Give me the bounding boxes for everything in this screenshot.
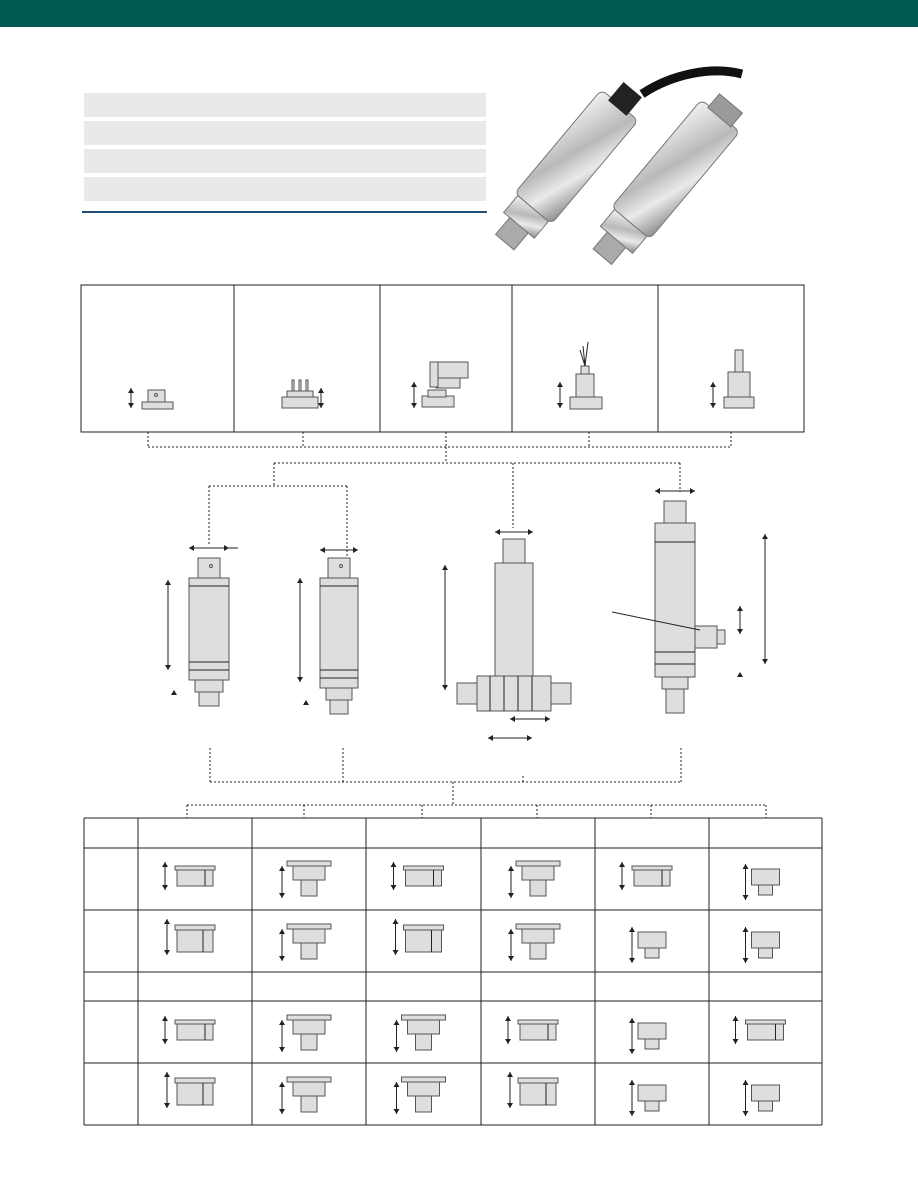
dimension-arrow — [629, 1111, 635, 1116]
dimension-arrow — [318, 403, 324, 408]
port-fitting — [619, 862, 672, 890]
housing-variant — [442, 529, 571, 741]
part — [746, 1020, 786, 1024]
part — [752, 1085, 780, 1101]
part — [142, 402, 173, 409]
dimension-arrow — [279, 929, 285, 934]
part — [175, 866, 215, 870]
dimension-arrow — [557, 382, 563, 387]
part — [735, 350, 743, 372]
part — [404, 925, 444, 930]
part — [402, 1077, 446, 1082]
part — [177, 930, 213, 952]
dimension-arrow — [171, 690, 177, 695]
dimension-arrow — [164, 1072, 170, 1077]
part — [406, 870, 442, 886]
part — [175, 1020, 215, 1024]
dimension-arrow — [743, 1111, 749, 1116]
housing-variant — [297, 547, 358, 714]
part — [581, 366, 589, 374]
dimension-arrow — [710, 382, 716, 387]
dimension-arrow — [394, 1020, 400, 1025]
part — [759, 885, 773, 895]
connector-cap — [328, 558, 350, 578]
port-fitting — [279, 924, 331, 961]
port-fitting — [394, 1015, 446, 1052]
part — [724, 397, 754, 408]
dimension-arrow — [393, 950, 399, 955]
part — [645, 1101, 659, 1111]
dimension-arrow — [442, 565, 448, 570]
dimension-arrow — [690, 488, 695, 494]
dimension-arrow — [128, 388, 134, 393]
dimension-arrow — [508, 956, 514, 961]
thread-port — [199, 692, 219, 706]
part — [293, 1082, 325, 1096]
dimension-arrow — [528, 529, 533, 535]
part — [287, 1077, 331, 1082]
part — [292, 380, 294, 391]
part — [520, 1024, 556, 1040]
dimension-arrow — [743, 927, 749, 932]
dimension-arrow — [162, 885, 168, 890]
part — [293, 1020, 325, 1034]
part — [175, 1078, 215, 1083]
port-fitting — [733, 1016, 786, 1044]
port — [457, 683, 477, 704]
part — [299, 380, 301, 391]
port-fitting — [743, 1080, 780, 1116]
dimension-arrow — [164, 1103, 170, 1108]
part — [408, 1020, 440, 1034]
port-fitting — [743, 864, 780, 900]
part — [570, 397, 602, 409]
part — [634, 870, 670, 886]
housing-body — [320, 578, 358, 688]
connector-option — [282, 380, 324, 408]
dimension-arrow — [297, 677, 303, 682]
dimension-arrow — [411, 382, 417, 387]
dimension-arrow — [353, 547, 358, 553]
dimension-arrow — [629, 1080, 635, 1085]
port-fitting — [629, 1018, 666, 1054]
part — [645, 948, 659, 958]
dimension-arrow — [545, 716, 550, 722]
thread-port — [330, 700, 348, 714]
port-fitting — [508, 924, 560, 961]
part — [177, 870, 213, 886]
thread-port — [666, 689, 684, 713]
dimension-arrow — [297, 578, 303, 583]
part — [530, 943, 546, 959]
part — [301, 943, 317, 959]
part — [404, 866, 444, 870]
dimension-arrow — [279, 1047, 285, 1052]
part — [287, 1015, 331, 1020]
housing-variant — [612, 488, 768, 713]
part — [406, 930, 442, 952]
dimension-arrow — [737, 606, 743, 611]
port — [551, 683, 571, 704]
dimension-arrow — [189, 545, 194, 551]
part — [287, 861, 331, 866]
part — [408, 1082, 440, 1096]
dimension-arrow — [162, 1016, 168, 1021]
part — [759, 1101, 773, 1111]
dimension-arrow — [495, 529, 500, 535]
dimension-arrow — [162, 1039, 168, 1044]
port-fitting — [507, 1072, 558, 1108]
dimension-arrow — [655, 488, 660, 494]
dimension-arrow — [619, 885, 625, 890]
dimension-arrow — [743, 895, 749, 900]
port-fitting — [279, 1077, 331, 1114]
dimension-arrow — [733, 1039, 739, 1044]
dimension-arrow — [629, 1018, 635, 1023]
part — [520, 1083, 556, 1105]
dimension-arrow — [393, 919, 399, 924]
housing-body — [655, 523, 695, 677]
dimension-arrow — [557, 403, 563, 408]
port-fitting — [279, 861, 331, 898]
part — [293, 929, 325, 943]
part — [752, 869, 780, 885]
dimension-arrow — [394, 1082, 400, 1087]
part — [177, 1024, 213, 1040]
dimension-arrow — [510, 716, 515, 722]
part — [576, 374, 594, 397]
part — [428, 390, 446, 397]
part — [287, 924, 331, 929]
part — [293, 866, 325, 880]
port-fitting — [394, 1077, 446, 1114]
part — [638, 1023, 666, 1039]
part — [522, 929, 554, 943]
manifold-block — [477, 676, 551, 711]
part — [306, 380, 308, 391]
dimension-arrow — [762, 534, 768, 539]
part — [416, 1096, 432, 1112]
dimension-arrow — [710, 403, 716, 408]
dimension-arrow — [737, 672, 743, 677]
part — [287, 391, 313, 397]
dimension-arrow — [394, 1047, 400, 1052]
part — [518, 1078, 558, 1083]
port-fitting — [391, 862, 444, 890]
housing-body — [495, 563, 533, 676]
dimension-arrow — [442, 685, 448, 690]
port-fitting — [393, 919, 444, 955]
side-port-fitting — [717, 630, 725, 644]
port-fitting — [508, 861, 560, 898]
connector-cap — [198, 558, 220, 578]
dimension-arrow — [508, 893, 514, 898]
dimension-arrow — [508, 929, 514, 934]
connector-panel — [81, 285, 804, 432]
hex-fitting — [195, 680, 223, 692]
dimension-arrow — [743, 864, 749, 869]
part — [430, 362, 438, 387]
part — [632, 866, 672, 870]
dimension-arrow — [394, 1109, 400, 1114]
part — [436, 378, 460, 388]
part — [416, 1034, 432, 1050]
connector-cap — [503, 539, 525, 563]
part — [752, 932, 780, 948]
dimension-arrow — [733, 1016, 739, 1021]
part — [301, 1034, 317, 1050]
part — [530, 880, 546, 896]
part — [282, 397, 318, 408]
dimension-arrow — [164, 919, 170, 924]
part — [301, 880, 317, 896]
dimension-arrow — [629, 1049, 635, 1054]
part — [175, 925, 215, 930]
part — [516, 861, 560, 866]
part — [516, 924, 560, 929]
port-fitting — [629, 927, 666, 963]
part — [518, 1020, 558, 1024]
dimension-arrow — [737, 629, 743, 634]
connector-option — [557, 342, 602, 409]
housing-body — [189, 578, 229, 680]
dimension-arrow — [128, 403, 134, 408]
connector-option — [128, 388, 173, 409]
part — [177, 1083, 213, 1105]
part — [759, 948, 773, 958]
dimension-arrow — [508, 866, 514, 871]
part — [522, 866, 554, 880]
part — [748, 1024, 784, 1040]
dimension-arrow — [391, 862, 397, 867]
dimension-arrow — [279, 1082, 285, 1087]
dimension-arrow — [279, 1109, 285, 1114]
part — [638, 932, 666, 948]
dimension-arrow — [629, 958, 635, 963]
dimension-arrow — [303, 700, 309, 705]
dimension-arrow — [165, 580, 171, 585]
dimension-arrow — [164, 950, 170, 955]
dimension-arrow — [619, 862, 625, 867]
dimension-arrow — [762, 659, 768, 664]
part — [645, 1039, 659, 1049]
connector-option — [411, 362, 468, 408]
dimension-arrow — [165, 665, 171, 670]
dimension-arrow — [507, 1103, 513, 1108]
part — [301, 1096, 317, 1112]
dimension-arrow — [411, 403, 417, 408]
port-fitting — [505, 1016, 558, 1044]
connector-cap — [664, 501, 686, 523]
dimension-arrow — [391, 885, 397, 890]
dimension-arrow — [505, 1016, 511, 1021]
port-fitting — [629, 1080, 666, 1116]
part — [728, 372, 750, 397]
hex-fitting — [662, 677, 688, 689]
dimension-arrow — [507, 1072, 513, 1077]
port-fitting — [162, 1016, 215, 1044]
dimension-arrow — [279, 1020, 285, 1025]
dimension-arrow — [318, 388, 324, 393]
port-fitting — [743, 927, 780, 963]
port-fitting — [164, 919, 215, 955]
dimension-arrow — [320, 547, 325, 553]
dimension-arrow — [279, 956, 285, 961]
part — [402, 1015, 446, 1020]
hex-fitting — [326, 688, 352, 700]
part — [638, 1085, 666, 1101]
dimension-arrow — [629, 927, 635, 932]
housing-variant — [165, 545, 238, 706]
dimension-arrow — [279, 893, 285, 898]
part — [422, 396, 454, 407]
port-fitting — [164, 1072, 215, 1108]
dimension-arrow — [505, 1039, 511, 1044]
port-fitting — [162, 862, 215, 890]
dimension-arrow — [488, 735, 493, 741]
dimension-arrow — [527, 735, 532, 741]
dimension-arrow — [743, 958, 749, 963]
dimension-arrow — [224, 545, 229, 551]
dimension-arrow — [743, 1080, 749, 1085]
connector-option — [710, 350, 754, 408]
port-fitting — [279, 1015, 331, 1052]
dimension-arrow — [162, 862, 168, 867]
dimension-arrow — [279, 866, 285, 871]
